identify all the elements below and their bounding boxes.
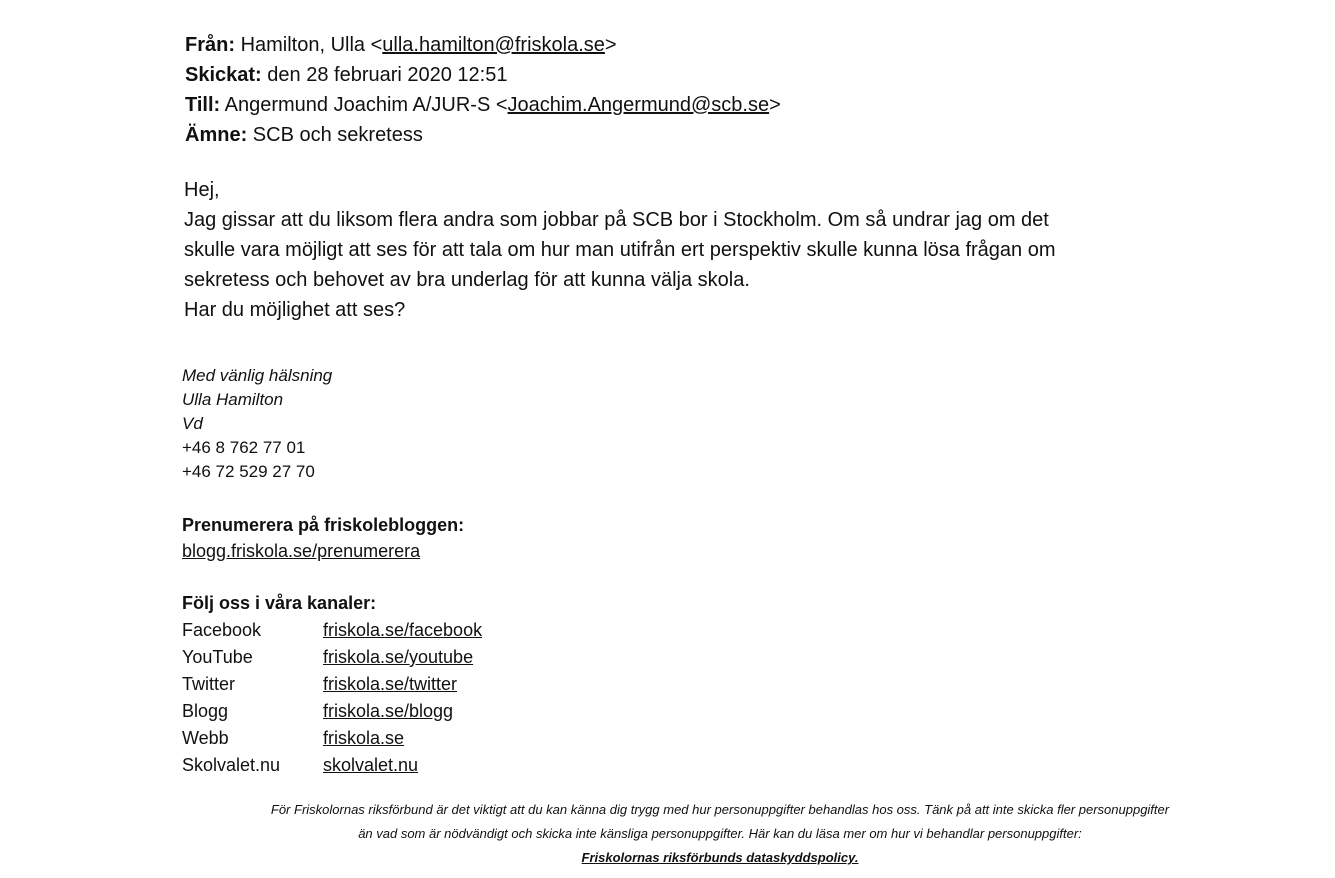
channel-link-webb[interactable]: friskola.se <box>323 728 405 748</box>
to-email-end: > <box>769 94 781 116</box>
to-row <box>185 90 781 120</box>
subject-row <box>185 120 781 150</box>
sent-value: den 28 februari 2020 12:51 <box>267 64 508 86</box>
subject-value: SCB och sekretess <box>252 124 423 146</box>
body-line-3: sekretess och behovet av bra underlag för att kunna välja skola. <box>184 269 750 291</box>
to-name: Angermund Joachim A/JUR-S < <box>224 94 508 116</box>
subscribe-title: Prenumerera på friskolebloggen: <box>182 515 465 535</box>
follow-section <box>182 590 482 779</box>
body-line-2: skulle vara möjligt att ses för att tala om hur man utifrån ert perspektiv skulle kunna lösa frågan om <box>184 239 1056 261</box>
from-email-end: > <box>604 34 617 56</box>
from-row <box>185 30 781 60</box>
channel-link-blogg[interactable]: friskola.se/blogg <box>323 701 454 721</box>
follow-title: Följ oss i våra kanaler: <box>182 593 377 613</box>
email-body <box>184 175 1184 325</box>
channel-row-blogg <box>182 698 482 725</box>
to-email-link[interactable]: Joachim.Angermund@scb.se <box>507 94 770 116</box>
channel-row-facebook <box>182 617 482 644</box>
channel-link-twitter[interactable]: friskola.se/twitter <box>323 674 458 694</box>
footer-line-1: För Friskolornas riksförbund är det viktigt att du kan känna dig trygg med hur personuppgifter behandlas hos oss. Tänk på att inte skicka fler personuppgifter <box>270 802 1170 817</box>
channel-row-twitter <box>182 671 482 698</box>
footer-line-2: än vad som är nödvändigt och skicka inte känsliga personuppgifter. Här kan du läsa mer om hur vi behandlar personuppgifter: <box>358 826 1082 841</box>
channel-link-facebook[interactable]: friskola.se/facebook <box>323 620 483 640</box>
channel-row-skolvalet <box>182 752 482 779</box>
body-line-1: Jag gissar att du liksom flera andra som jobbar på SCB bor i Stockholm. Om så undrar jag om det <box>184 209 1049 231</box>
subject-label: Ämne: <box>185 124 248 146</box>
subscribe-section <box>182 512 464 564</box>
greeting: Hej, <box>184 179 220 201</box>
from-email-link[interactable]: ulla.hamilton@friskola.se <box>382 34 605 56</box>
signature <box>182 364 332 484</box>
signature-title: Vd <box>182 414 203 433</box>
from-label: Från: <box>185 34 235 56</box>
channel-name: Blogg <box>182 701 229 721</box>
channel-name: Twitter <box>182 674 236 694</box>
subscribe-link[interactable]: blogg.friskola.se/prenumerera <box>182 541 421 561</box>
signature-phone-1: +46 8 762 77 01 <box>182 438 306 457</box>
channel-link-youtube[interactable]: friskola.se/youtube <box>323 647 474 667</box>
email-header <box>185 30 781 150</box>
signature-name: Ulla Hamilton <box>182 390 284 409</box>
channel-row-webb <box>182 725 482 752</box>
channel-name: YouTube <box>182 647 253 667</box>
channel-row-youtube <box>182 644 482 671</box>
channel-name: Skolvalet.nu <box>182 755 281 775</box>
signature-phone-2: +46 72 529 27 70 <box>182 462 315 481</box>
signature-closing: Med vänlig hälsning <box>182 366 333 385</box>
to-label: Till: <box>185 94 221 116</box>
sent-row <box>185 60 781 90</box>
channel-name: Facebook <box>182 620 262 640</box>
channel-name: Webb <box>182 728 229 748</box>
channel-list <box>182 617 482 779</box>
channel-link-skolvalet[interactable]: skolvalet.nu <box>323 755 419 775</box>
from-name: Hamilton, Ulla < <box>240 34 383 56</box>
privacy-footer <box>150 798 1290 870</box>
privacy-policy-link[interactable]: Friskolornas riksförbunds dataskyddspolicy. <box>581 850 859 865</box>
sent-label: Skickat: <box>185 64 262 86</box>
body-line-4: Har du möjlighet att ses? <box>184 299 406 321</box>
